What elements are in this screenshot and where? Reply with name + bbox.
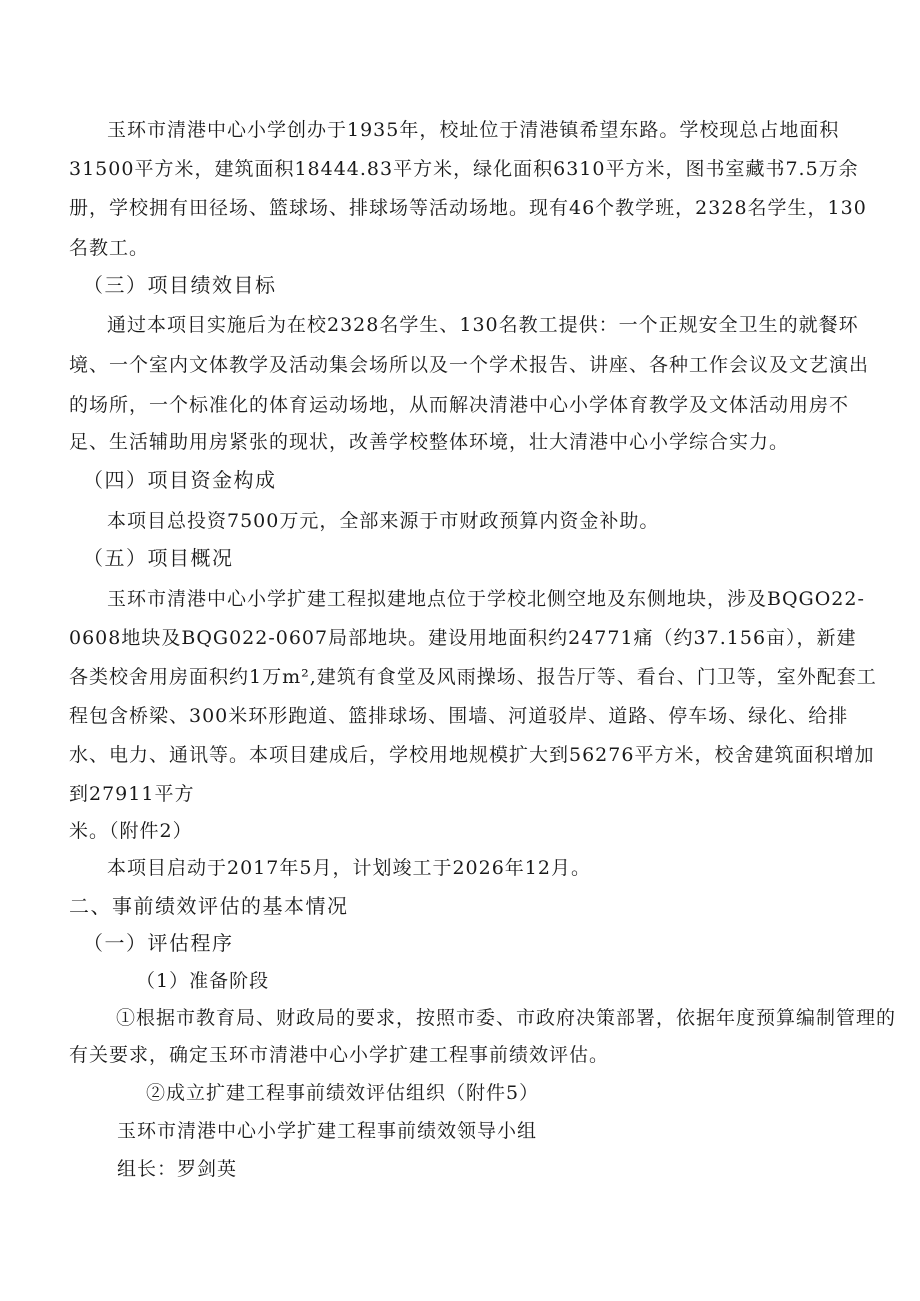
paragraph-overview-line-1: 玉环市清港中心小学扩建工程拟建地点位于学校北侧空地及东侧地块，涉及BQGO22- bbox=[107, 588, 865, 610]
paragraph-goals-line-4: 足、生活辅助用房紧张的现状，改善学校整体环境，壮大清港中心小学综合实力。 bbox=[69, 431, 790, 453]
paragraph-leading-group: 玉环市清港中心小学扩建工程事前绩效领导小组 bbox=[117, 1120, 538, 1142]
heading-preparation-stage: （1）准备阶段 bbox=[136, 970, 270, 992]
paragraph-step1-line-2: 有关要求，确定玉环市清港中心小学扩建工程事前绩效评估。 bbox=[69, 1044, 610, 1066]
paragraph-overview-line-3: 各类校舍用房面积约1万m²,建筑有食堂及风雨操场、报告厅等、看台、门卫等，室外配套工 bbox=[69, 666, 877, 688]
heading-funding-structure: （四）项目资金构成 bbox=[83, 468, 277, 492]
paragraph-goals-line-1: 通过本项目实施后为在校2328名学生、130名教工提供：一个正规安全卫生的就餐环 bbox=[107, 314, 859, 336]
paragraph-group-leader: 组长：罗剑英 bbox=[117, 1158, 238, 1180]
paragraph-school-intro-line-3: 册，学校拥有田径场、篮球场、排球场等活动场地。现有46个教学班，2328名学生，130 bbox=[69, 197, 867, 219]
heading-section-2: 二、事前绩效评估的基本情况 bbox=[69, 894, 349, 918]
paragraph-overview-line-7: 米。（附件2） bbox=[69, 820, 193, 842]
paragraph-overview-line-6: 到27911平方 bbox=[69, 783, 195, 805]
paragraph-school-intro-line-4: 名教工。 bbox=[69, 237, 150, 259]
heading-project-overview: （五）项目概况 bbox=[83, 546, 234, 570]
heading-performance-goals: （三）项目绩效目标 bbox=[83, 273, 277, 297]
paragraph-step2: ②成立扩建工程事前绩效评估组织（附件5） bbox=[146, 1082, 540, 1104]
paragraph-overview-line-4: 程包含桥梁、300米环形跑道、篮排球场、围墙、河道驳岸、道路、停车场、绿化、给排 bbox=[69, 705, 849, 727]
paragraph-overview-line-2: 0608地块及BQG022-0607局部地块。建设用地面积约24771痛（约37.156亩），新建 bbox=[69, 627, 857, 649]
paragraph-goals-line-2: 境、一个室内文体教学及活动集会场所以及一个学术报告、讲座、各种工作会议及文艺演出 bbox=[69, 354, 870, 376]
paragraph-school-intro-line-2: 31500平方米，建筑面积18444.83平方米，绿化面积6310平方米，图书室藏书7.5万余 bbox=[69, 158, 859, 180]
paragraph-funding: 本项目总投资7500万元，全部来源于市财政预算内资金补助。 bbox=[107, 510, 660, 532]
paragraph-overview-line-5: 水、电力、通讯等。本项目建成后，学校用地规模扩大到56276平方米，校舍建筑面积增加 bbox=[69, 744, 875, 766]
paragraph-goals-line-3: 的场所，一个标准化的体育运动场地，从而解决清港中心小学体育教学及文体活动用房不 bbox=[69, 394, 850, 416]
paragraph-schedule: 本项目启动于2017年5月，计划竣工于2026年12月。 bbox=[107, 857, 591, 879]
paragraph-step1-line-1: ①根据市教育局、财政局的要求，按照市委、市政府决策部署，依据年度预算编制管理的 bbox=[116, 1007, 897, 1029]
paragraph-school-intro-line-1: 玉环市清港中心小学创办于1935年，校址位于清港镇希望东路。学校现总占地面积 bbox=[107, 119, 840, 141]
heading-evaluation-procedure: （一）评估程序 bbox=[83, 931, 234, 955]
